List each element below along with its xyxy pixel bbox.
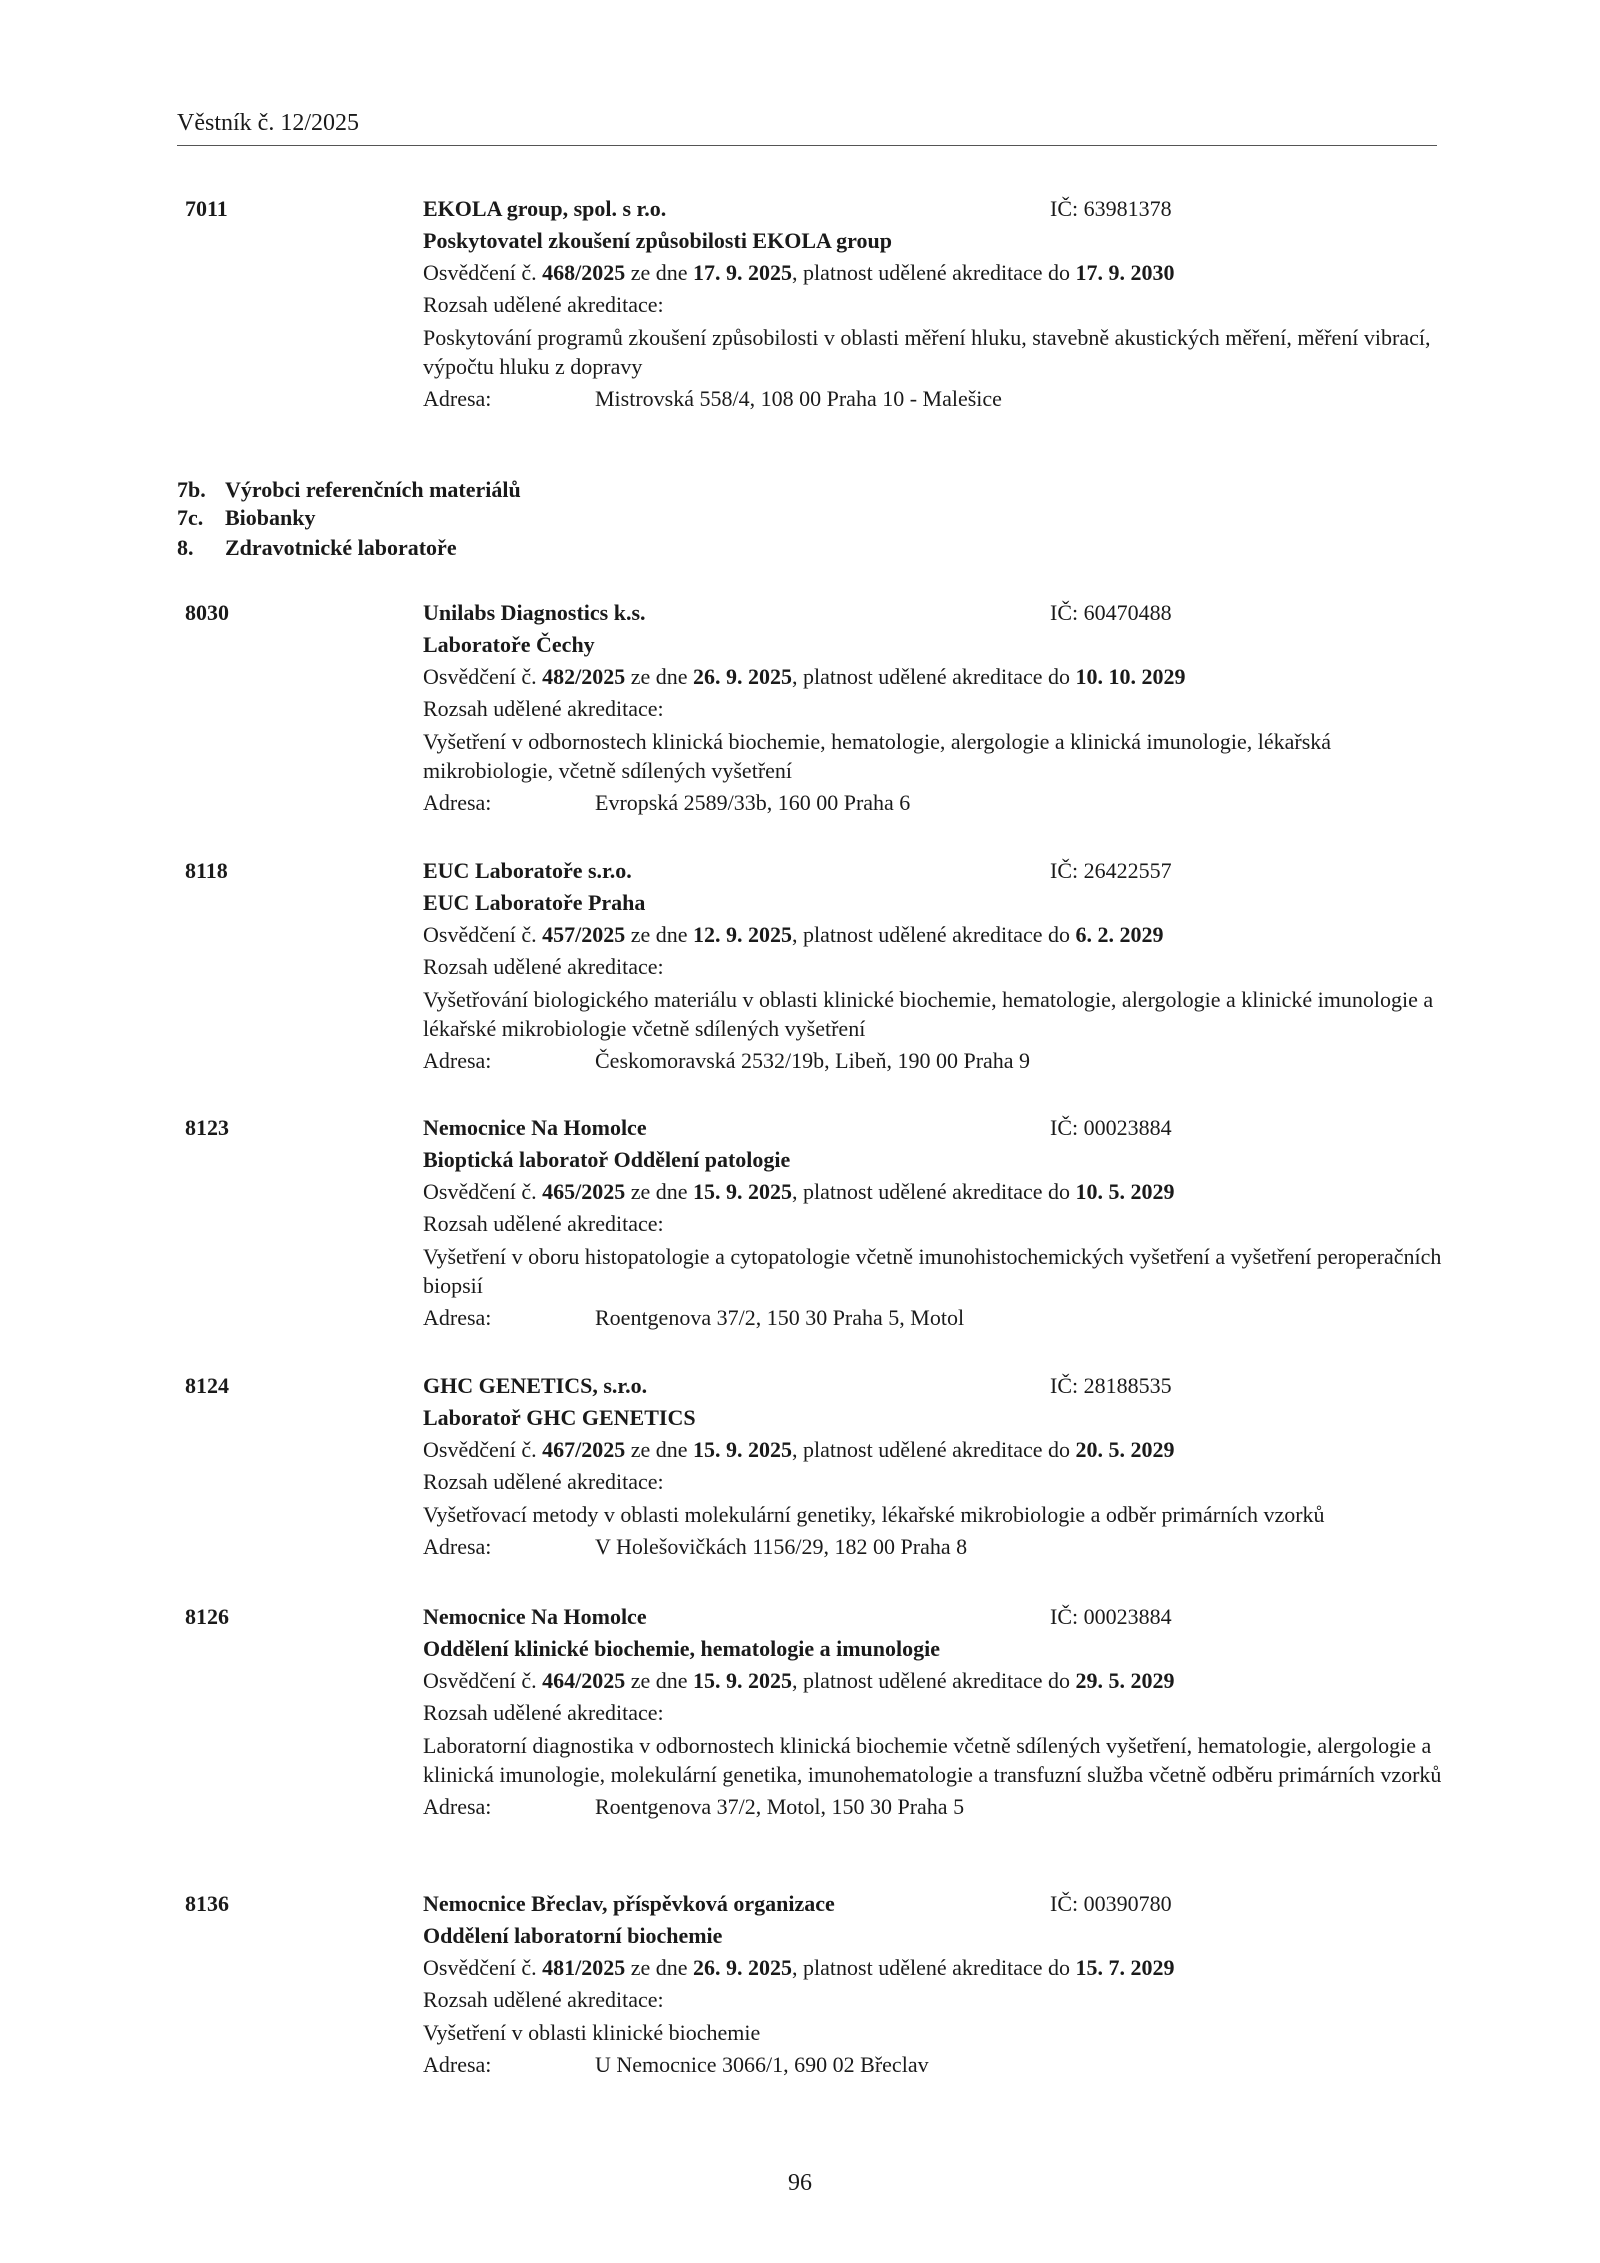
address-value: Českomoravská 2532/19b, Libeň, 190 00 Praha 9 [595, 1048, 1031, 1073]
valid-until: 10. 5. 2029 [1075, 1179, 1175, 1204]
scope-text: Vyšetřovací metody v oblasti molekulární genetiky, lékařské mikrobiologie a odběr primárních vzorků [423, 1502, 1325, 1527]
company-id: IČ: 00390780 [1050, 1891, 1172, 1916]
certificate-line [423, 919, 1443, 951]
company-id: IČ: 00023884 [1050, 1115, 1172, 1140]
scope-text: Vyšetření v oboru histopatologie a cytopatologie včetně imunohistochemických vyšetření a vyšetření peroperačních biopsií [423, 1244, 1442, 1298]
organization-name: Nemocnice Na Homolce [423, 1115, 647, 1140]
unit-name: Poskytovatel zkoušení způsobilosti EKOLA group [423, 228, 893, 253]
section-number: 8. [177, 535, 194, 560]
organization-name: Nemocnice Břeclav, příspěvková organizace [423, 1891, 835, 1916]
cert-number: 464/2025 [542, 1668, 626, 1693]
date-label: ze dne [630, 1437, 688, 1462]
date-label: ze dne [630, 664, 688, 689]
cert-number: 457/2025 [542, 922, 626, 947]
company-id: IČ: 60470488 [1050, 600, 1172, 625]
section-title: Biobanky [225, 505, 316, 530]
scope-label: Rozsah udělené akreditace: [423, 954, 664, 979]
scope-text: Vyšetřování biologického materiálu v oblasti klinické biochemie, hematologie, alergologie a klinické imunologie a lékařské mikrobiologie včetně sdílených vyšetření [423, 987, 1434, 1041]
cert-date: 15. 9. 2025 [693, 1437, 793, 1462]
section-title: Výrobci referenčních materiálů [225, 477, 521, 502]
unit-name: Oddělení klinické biochemie, hematologie a imunologie [423, 1636, 940, 1661]
scope-text: Vyšetření v odbornostech klinická biochemie, hematologie, alergologie a klinická imunologie, lékařská mikrobiologie, včetně sdílených vyšetření [423, 729, 1332, 783]
section-number: 7c. [177, 505, 204, 530]
address-value: U Nemocnice 3066/1, 690 02 Břeclav [595, 2052, 929, 2077]
scope-label: Rozsah udělené akreditace: [423, 1211, 664, 1236]
address-value: Roentgenova 37/2, 150 30 Praha 5, Motol [595, 1305, 965, 1330]
entry-number: 8124 [185, 1373, 229, 1398]
valid-until: 20. 5. 2029 [1075, 1437, 1175, 1462]
cert-date: 15. 9. 2025 [693, 1668, 793, 1693]
header-rule [177, 145, 1437, 146]
address-value: Mistrovská 558/4, 108 00 Praha 10 - Malešice [595, 386, 1002, 411]
unit-name: Laboratoř GHC GENETICS [423, 1405, 696, 1430]
address-line [423, 383, 1443, 415]
valid-until: 6. 2. 2029 [1075, 922, 1164, 947]
cert-label: Osvědčení č. [423, 1955, 537, 1980]
validity-label: , platnost udělené akreditace do [792, 922, 1070, 947]
company-id: IČ: 63981378 [1050, 196, 1172, 221]
scope-label: Rozsah udělené akreditace: [423, 1700, 664, 1725]
organization-name: EUC Laboratoře s.r.o. [423, 858, 632, 883]
cert-label: Osvědčení č. [423, 1437, 537, 1462]
cert-date: 17. 9. 2025 [693, 260, 793, 285]
unit-name: Bioptická laboratoř Oddělení patologie [423, 1147, 791, 1172]
valid-until: 29. 5. 2029 [1075, 1668, 1175, 1693]
certificate-line [423, 661, 1443, 693]
scope-text: Laboratorní diagnostika v odbornostech klinická biochemie včetně sdílených vyšetření, hematologie, alergologie a klinická imunologie, molekulární genetika, imunohematologie a transfuzní služba včetně odběru primárních vzorků [423, 1733, 1442, 1787]
scope-label: Rozsah udělené akreditace: [423, 292, 664, 317]
certificate-line [423, 1176, 1443, 1208]
cert-date: 15. 9. 2025 [693, 1179, 793, 1204]
organization-name: EKOLA group, spol. s r.o. [423, 196, 667, 221]
valid-until: 10. 10. 2029 [1075, 664, 1186, 689]
section-number: 7b. [177, 477, 206, 502]
entry-number: 8118 [185, 858, 228, 883]
scope-label: Rozsah udělené akreditace: [423, 1469, 664, 1494]
section-heading [177, 504, 316, 532]
cert-number: 482/2025 [542, 664, 626, 689]
address-label: Adresa: [423, 2052, 492, 2077]
unit-name: Laboratoře Čechy [423, 632, 595, 657]
address-label: Adresa: [423, 386, 492, 411]
cert-label: Osvědčení č. [423, 664, 537, 689]
address-line [423, 1791, 1443, 1823]
cert-label: Osvědčení č. [423, 1179, 537, 1204]
certificate-line [423, 257, 1443, 289]
date-label: ze dne [630, 1179, 688, 1204]
cert-number: 465/2025 [542, 1179, 626, 1204]
organization-name: Unilabs Diagnostics k.s. [423, 600, 646, 625]
valid-until: 15. 7. 2029 [1075, 1955, 1175, 1980]
entry-number: 8136 [185, 1891, 229, 1916]
address-line [423, 2049, 1443, 2081]
page-header: Věstník č. 12/2025 [177, 110, 359, 136]
certificate-line [423, 1434, 1443, 1466]
validity-label: , platnost udělené akreditace do [792, 1668, 1070, 1693]
unit-name: EUC Laboratoře Praha [423, 890, 646, 915]
cert-number: 481/2025 [542, 1955, 626, 1980]
address-label: Adresa: [423, 1048, 492, 1073]
date-label: ze dne [630, 1668, 688, 1693]
date-label: ze dne [630, 1955, 688, 1980]
entry-number: 8030 [185, 600, 229, 625]
cert-label: Osvědčení č. [423, 922, 537, 947]
address-line [423, 787, 1443, 819]
cert-label: Osvědčení č. [423, 1668, 537, 1693]
validity-label: , platnost udělené akreditace do [792, 664, 1070, 689]
entry-number: 7011 [185, 196, 228, 221]
cert-date: 26. 9. 2025 [693, 664, 793, 689]
validity-label: , platnost udělené akreditace do [792, 1955, 1070, 1980]
address-label: Adresa: [423, 790, 492, 815]
address-line [423, 1531, 1443, 1563]
cert-number: 468/2025 [542, 260, 626, 285]
organization-name: GHC GENETICS, s.r.o. [423, 1373, 648, 1398]
certificate-line [423, 1952, 1443, 1984]
address-line [423, 1302, 1443, 1334]
address-label: Adresa: [423, 1534, 492, 1559]
entry-number: 8126 [185, 1604, 229, 1629]
section-heading [177, 476, 521, 504]
cert-number: 467/2025 [542, 1437, 626, 1462]
cert-date: 26. 9. 2025 [693, 1955, 793, 1980]
certificate-line [423, 1665, 1443, 1697]
company-id: IČ: 00023884 [1050, 1604, 1172, 1629]
organization-name: Nemocnice Na Homolce [423, 1604, 647, 1629]
scope-label: Rozsah udělené akreditace: [423, 696, 664, 721]
company-id: IČ: 26422557 [1050, 858, 1172, 883]
scope-label: Rozsah udělené akreditace: [423, 1987, 664, 2012]
scope-text: Vyšetření v oblasti klinické biochemie [423, 2020, 761, 2045]
date-label: ze dne [630, 922, 688, 947]
validity-label: , platnost udělené akreditace do [792, 1179, 1070, 1204]
address-value: Evropská 2589/33b, 160 00 Praha 6 [595, 790, 911, 815]
cert-date: 12. 9. 2025 [693, 922, 793, 947]
entry-number: 8123 [185, 1115, 229, 1140]
company-id: IČ: 28188535 [1050, 1373, 1172, 1398]
address-line [423, 1045, 1443, 1077]
address-value: Roentgenova 37/2, Motol, 150 30 Praha 5 [595, 1794, 965, 1819]
cert-label: Osvědčení č. [423, 260, 537, 285]
address-label: Adresa: [423, 1794, 492, 1819]
section-title: Zdravotnické laboratoře [225, 535, 457, 560]
page-number: 96 [788, 2170, 812, 2196]
unit-name: Oddělení laboratorní biochemie [423, 1923, 723, 1948]
scope-text: Poskytování programů zkoušení způsobilosti v oblasti měření hluku, stavebně akustických měření, měření vibrací, výpočtu hluku z dopravy [423, 325, 1431, 379]
address-label: Adresa: [423, 1305, 492, 1330]
validity-label: , platnost udělené akreditace do [792, 260, 1070, 285]
validity-label: , platnost udělené akreditace do [792, 1437, 1070, 1462]
section-heading [177, 534, 457, 562]
address-value: V Holešovičkách 1156/29, 182 00 Praha 8 [595, 1534, 968, 1559]
valid-until: 17. 9. 2030 [1075, 260, 1175, 285]
date-label: ze dne [630, 260, 688, 285]
